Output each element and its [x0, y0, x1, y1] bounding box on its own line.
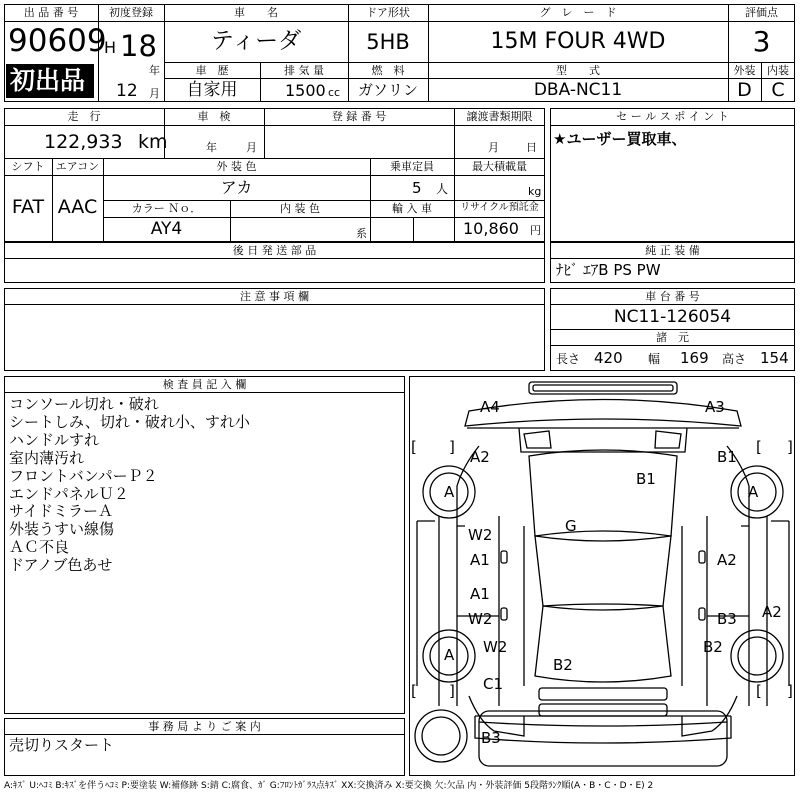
capacity: 5 [412, 179, 422, 197]
damage-mark: W2 [468, 526, 493, 544]
car-outline-diagram [409, 376, 795, 776]
damage-mark: A2 [762, 603, 782, 621]
inspector-line: ドアノブ色あせ [9, 556, 113, 575]
damage-mark: W2 [468, 610, 493, 628]
capacity-label: 乗車定員 [390, 160, 434, 173]
interior-grade-label: 内装 [767, 64, 789, 77]
damage-mark: A1 [470, 585, 490, 603]
damage-mark: A [444, 646, 455, 664]
door-type: 5HB [366, 30, 410, 54]
inspector-line: ハンドルすれ [9, 430, 100, 449]
transfer-month-unit: 月 [488, 141, 499, 154]
damage-mark: B3 [717, 610, 737, 628]
fuel-label: 燃 料 [371, 64, 405, 77]
displacement-label: 排 気 量 [284, 64, 324, 77]
capacity-unit: 人 [436, 182, 449, 196]
damage-mark: A [444, 483, 455, 501]
displacement-unit: cc [328, 86, 341, 99]
lot-number: 90609 [8, 23, 107, 59]
damage-legend: A:ｷｽﾞ U:ﾍｺﾐ B:ｷｽﾞを伴うﾍｺﾐ P:要塗装 W:補修跡 S:錆 C:腐食、ｶﾞ G:ﾌﾛﾝﾄｶﾞﾗｽ点ｷｽﾞ XX:交換済み X:要交換 欠:欠品 内・外装評価 5段階ﾗﾝｸ順(A・B・C・D・E) 2 [4, 781, 654, 791]
office-label: 事 務 局 よ り ご 案 内 [148, 720, 261, 733]
mileage-unit: km [138, 131, 168, 153]
score: 3 [752, 25, 771, 58]
grade: 15M FOUR 4WD [490, 29, 666, 54]
bracket: [ [411, 438, 417, 456]
height: 154 [760, 349, 789, 367]
max-load-label: 最大積載量 [472, 160, 527, 173]
first-registration-label: 初度登録 [109, 6, 153, 19]
first-listing-label: 初出品 [10, 66, 86, 95]
inspection-month-unit: 月 [246, 141, 257, 154]
car-name-label: 車 名 [234, 6, 278, 19]
car-name: ティーダ [210, 28, 302, 54]
mileage: 122,933 [44, 131, 123, 153]
length: 420 [594, 349, 623, 367]
width-label: 幅 [648, 352, 661, 366]
inspector-line: コンソール切れ・破れ [9, 395, 159, 413]
color-number-label: カラー Ｎｏ． [131, 202, 202, 215]
lot-number-label: 出 品 番 号 [23, 6, 79, 19]
model-code: DBA-NC11 [533, 80, 623, 100]
inspector-line: 外装うすい線傷 [9, 520, 115, 539]
model-code-label: 型 式 [556, 64, 600, 77]
shift-label: シフト [11, 160, 45, 173]
damage-mark: B1 [636, 470, 656, 488]
bracket: ] [449, 682, 455, 700]
length-label: 長さ [556, 352, 581, 366]
color-number: AY4 [150, 219, 183, 239]
score-label: 評価点 [745, 6, 778, 19]
aircon-label: エアコン [55, 160, 100, 173]
damage-mark: A2 [717, 551, 737, 569]
notes-label: 注 意 事 項 欄 [240, 290, 309, 303]
month-unit: 月 [149, 87, 160, 100]
equipment-label: 純 正 装 備 [645, 244, 700, 257]
transfer-day-unit: 日 [526, 141, 537, 154]
damage-mark: A [748, 483, 759, 501]
interior-color-unit: 系 [356, 227, 367, 240]
sales-point-block [550, 108, 795, 242]
chassis-number-label: 車 台 番 号 [645, 290, 700, 303]
transfer-deadline-label: 譲渡書類期限 [466, 110, 533, 123]
dimensions-label: 諸 元 [656, 331, 689, 344]
equipment-list: ﾅﾋﾞ ｴｱB PS PW [556, 261, 661, 279]
bracket: ] [449, 438, 455, 456]
aircon: AAC [57, 196, 98, 218]
grade-label: グ レ ー ド [539, 6, 617, 19]
registration-year: 18 [120, 29, 157, 63]
chassis-number: NC11-126054 [613, 307, 732, 327]
recycle-fee-label: リサイクル預託金 [460, 202, 539, 213]
interior-grade: C [771, 79, 785, 101]
damage-mark: B1 [717, 448, 737, 466]
year-unit: 年 [149, 64, 160, 77]
recycle-fee: 10,860 [463, 219, 519, 238]
import-label: 輸 入 車 [392, 202, 432, 215]
inspector-line: シートしみ、切れ・破れ小、すれ小 [9, 412, 250, 431]
damage-mark: A2 [470, 448, 490, 466]
damage-mark: C1 [483, 675, 504, 693]
inspector-line: サイドミラーＡ [9, 502, 113, 521]
shift: FAT [11, 196, 45, 218]
damage-mark: B3 [481, 729, 501, 747]
office-text: 売切りスタート [9, 736, 115, 754]
inspection-year-unit: 年 [206, 141, 217, 154]
damage-mark: A4 [480, 398, 500, 416]
inspector-line: エンドパネルＵ２ [9, 484, 129, 503]
mileage-label: 走 行 [67, 110, 101, 123]
damage-mark: A3 [705, 398, 725, 416]
damage-mark: B2 [553, 656, 573, 674]
width: 169 [680, 349, 709, 367]
bracket: [ [756, 438, 762, 456]
history: 自家用 [186, 80, 238, 100]
history-label: 車 歴 [195, 64, 229, 77]
exterior-color: アカ [220, 178, 253, 197]
bracket: [ [756, 682, 762, 700]
inspection-label: 車 検 [197, 110, 231, 123]
damage-mark: A1 [470, 551, 490, 569]
bracket: ] [787, 438, 793, 456]
registration-month: 12 [116, 81, 138, 101]
inspector-line: ＡＣ不良 [9, 538, 70, 557]
exterior-grade: D [737, 79, 752, 101]
fuel: ガソリン [357, 81, 418, 99]
bracket: [ [411, 682, 417, 700]
max-load-unit: kg [528, 185, 542, 198]
displacement: 1500 [285, 81, 326, 100]
sales-point-label: セ ー ル ス ポ イ ン ト [616, 110, 729, 123]
inspector-notes [9, 396, 399, 575]
inspector-line: 室内薄汚れ [9, 448, 85, 467]
later-parts-label: 後 日 発 送 部 品 [232, 244, 317, 257]
recycle-fee-unit: 円 [530, 224, 541, 237]
damage-mark: B2 [703, 638, 723, 656]
sales-point-text: ★ユーザー買取車、 [553, 130, 687, 148]
inspector-line: フロントバンパーＰ２ [9, 466, 158, 485]
era-label: H [104, 38, 117, 57]
door-type-label: ドア形状 [366, 6, 410, 19]
exterior-grade-label: 外装 [733, 64, 756, 77]
interior-color-label: 内 装 色 [280, 202, 320, 215]
height-label: 高さ [722, 352, 747, 366]
damage-mark: W2 [483, 638, 508, 656]
exterior-color-label: 外 装 色 [216, 160, 257, 173]
plate-number-label: 登 録 番 号 [331, 110, 387, 123]
bracket: ] [787, 682, 793, 700]
inspector-label: 検 査 員 記 入 欄 [162, 378, 247, 391]
damage-mark: G [565, 517, 577, 535]
